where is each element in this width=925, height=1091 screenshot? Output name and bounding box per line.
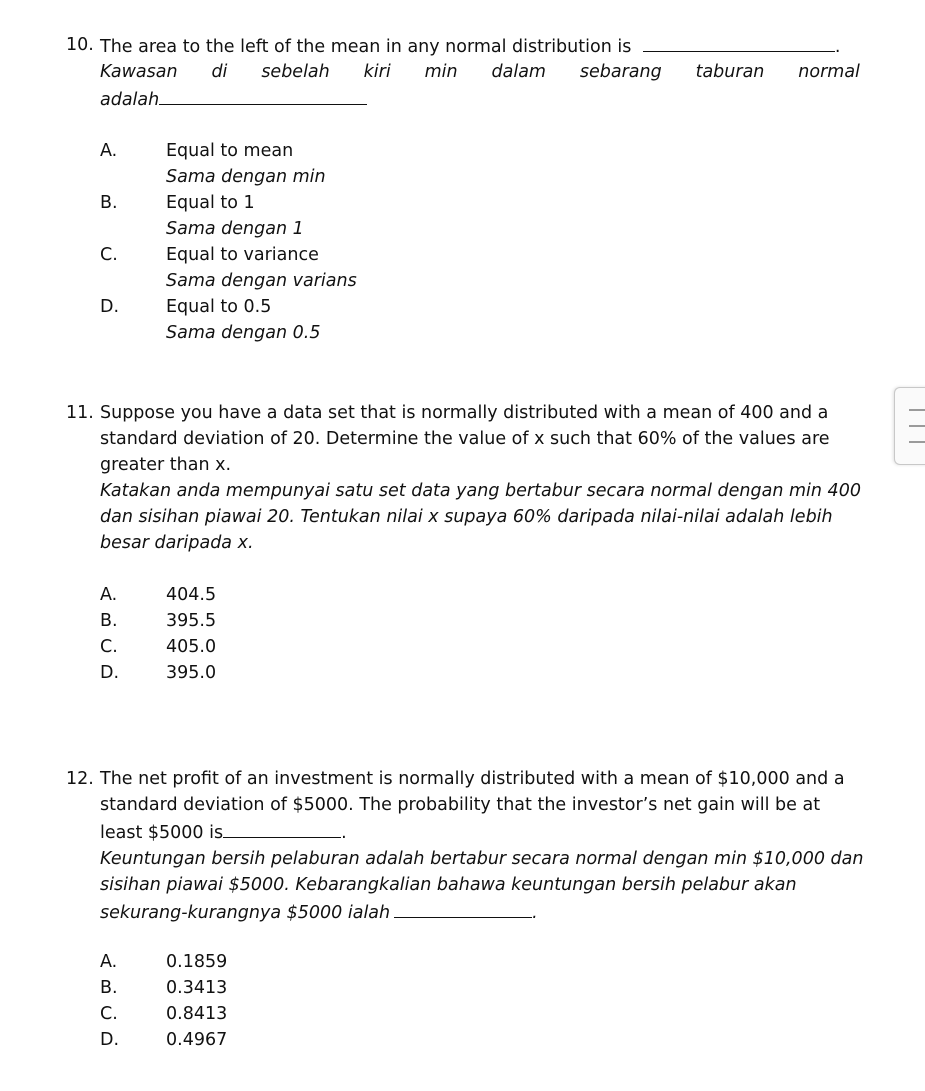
question-text-ms-line3: besar daripada x.: [100, 533, 254, 553]
question-text-ms-line3: sekurang-kurangnya $5000 ialah .: [100, 900, 538, 924]
question-text-en: The area to the left of the mean in any normal distribution is .: [100, 34, 840, 58]
question-number: 11.: [66, 403, 94, 423]
question-text-en-line3: least $5000 is .: [100, 820, 347, 844]
question-text-ms-line1: Keuntungan bersih pelaburan adalah bertabur secara normal dengan min $10,000 dan: [100, 849, 864, 869]
question-text-en-line2: standard deviation of 20. Determine the value of x such that 60% of the values are: [100, 429, 830, 449]
question-text-ms: Kawasan di sebelah kiri min dalam sebarang taburan normal: [100, 62, 860, 82]
question-text-en-line3: greater than x.: [100, 455, 232, 475]
question-text-ms-line2: sisihan piawai $5000. Kebarangkalian bahawa keuntungan bersih pelabur akan: [100, 875, 797, 895]
question-text-ms-line2: adalah: [100, 87, 367, 111]
question-text-en-line1: The net profit of an investment is normally distributed with a mean of $10,000 and a: [100, 769, 845, 789]
question-text-ms-line1: Katakan anda mempunyai satu set data yang bertabur secara normal dengan min 400: [100, 481, 861, 501]
side-panel-handle[interactable]: [894, 387, 925, 465]
handle-grip-icon: [909, 409, 925, 411]
question-text-en-line1: Suppose you have a data set that is normally distributed with a mean of 400 and a: [100, 403, 829, 423]
question-text-ms-line2: dan sisihan piawai 20. Tentukan nilai x supaya 60% daripada nilai-nilai adalah lebih: [100, 507, 833, 527]
question-number: 10.: [66, 35, 94, 55]
answer-blank: [159, 87, 367, 105]
answer-blank: [394, 900, 532, 918]
question-number: 12.: [66, 769, 94, 789]
answer-blank: [223, 820, 341, 838]
question-text-en-line2: standard deviation of $5000. The probability that the investor’s net gain will be at: [100, 795, 821, 815]
handle-grip-icon: [909, 441, 925, 443]
answer-blank: [643, 34, 835, 52]
handle-grip-icon: [909, 425, 925, 427]
